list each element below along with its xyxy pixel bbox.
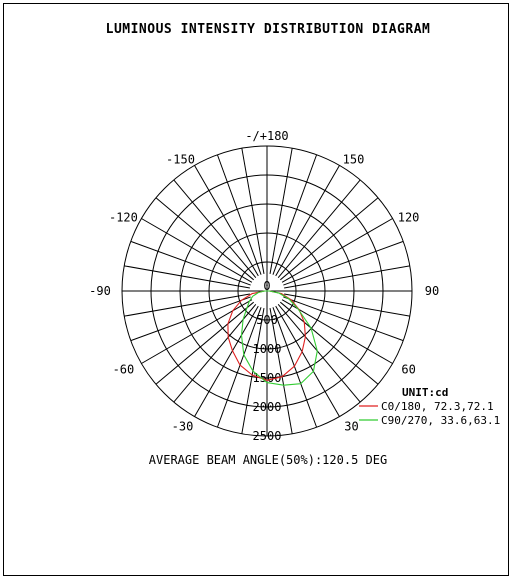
angle-label: 60 [401,362,416,377]
grid-spoke [283,241,403,285]
angle-label: 90 [424,284,440,298]
grid-spoke [156,198,254,280]
grid-spoke [242,148,264,274]
grid-spoke [124,266,250,288]
grid-spoke [156,302,254,384]
grid-spoke [174,180,256,278]
grid-spoke [217,155,261,275]
unit-label: UNIT:cd [402,386,449,399]
radial-tick-label: 2500 [252,429,282,443]
beam-angle-footer: AVERAGE BEAM ANGLE(50%):120.5 DEG [148,453,388,467]
grid-spoke [131,241,251,285]
radial-tick-label: 0 [263,279,271,293]
legend-label: C90/270, 33.6,63.1 [381,414,501,427]
radial-tick-label: 500 [256,313,278,327]
angle-label: 150 [342,152,365,167]
grid-spoke [284,294,410,316]
radial-tick-label: 1500 [252,371,282,385]
legend-label: C0/180, 72.3,72.1 [381,400,494,413]
angle-label: -60 [112,362,135,377]
grid-spoke [284,266,410,288]
grid-spoke [280,198,378,280]
angle-label: -/+180 [245,129,289,143]
grid-spoke [270,148,292,274]
angle-label: 120 [397,210,420,225]
grid-spoke [283,297,403,341]
legend [359,386,500,427]
angle-label: 30 [344,419,359,434]
angle-label: -120 [108,210,138,225]
grid-spoke [278,304,360,402]
angle-label: -90 [89,284,111,298]
chart-title: LUMINOUS INTENSITY DISTRIBUTION DIAGRAM [105,22,431,37]
grid-spoke [131,297,251,341]
angle-label: -30 [171,419,194,434]
angle-label: -150 [166,152,195,167]
grid-spoke [278,180,360,278]
radial-tick-label: 1000 [252,342,282,356]
grid-spoke [273,155,317,275]
grid-spoke [124,294,250,316]
grid-spoke [280,302,378,384]
radial-tick-label: 2000 [252,400,282,414]
